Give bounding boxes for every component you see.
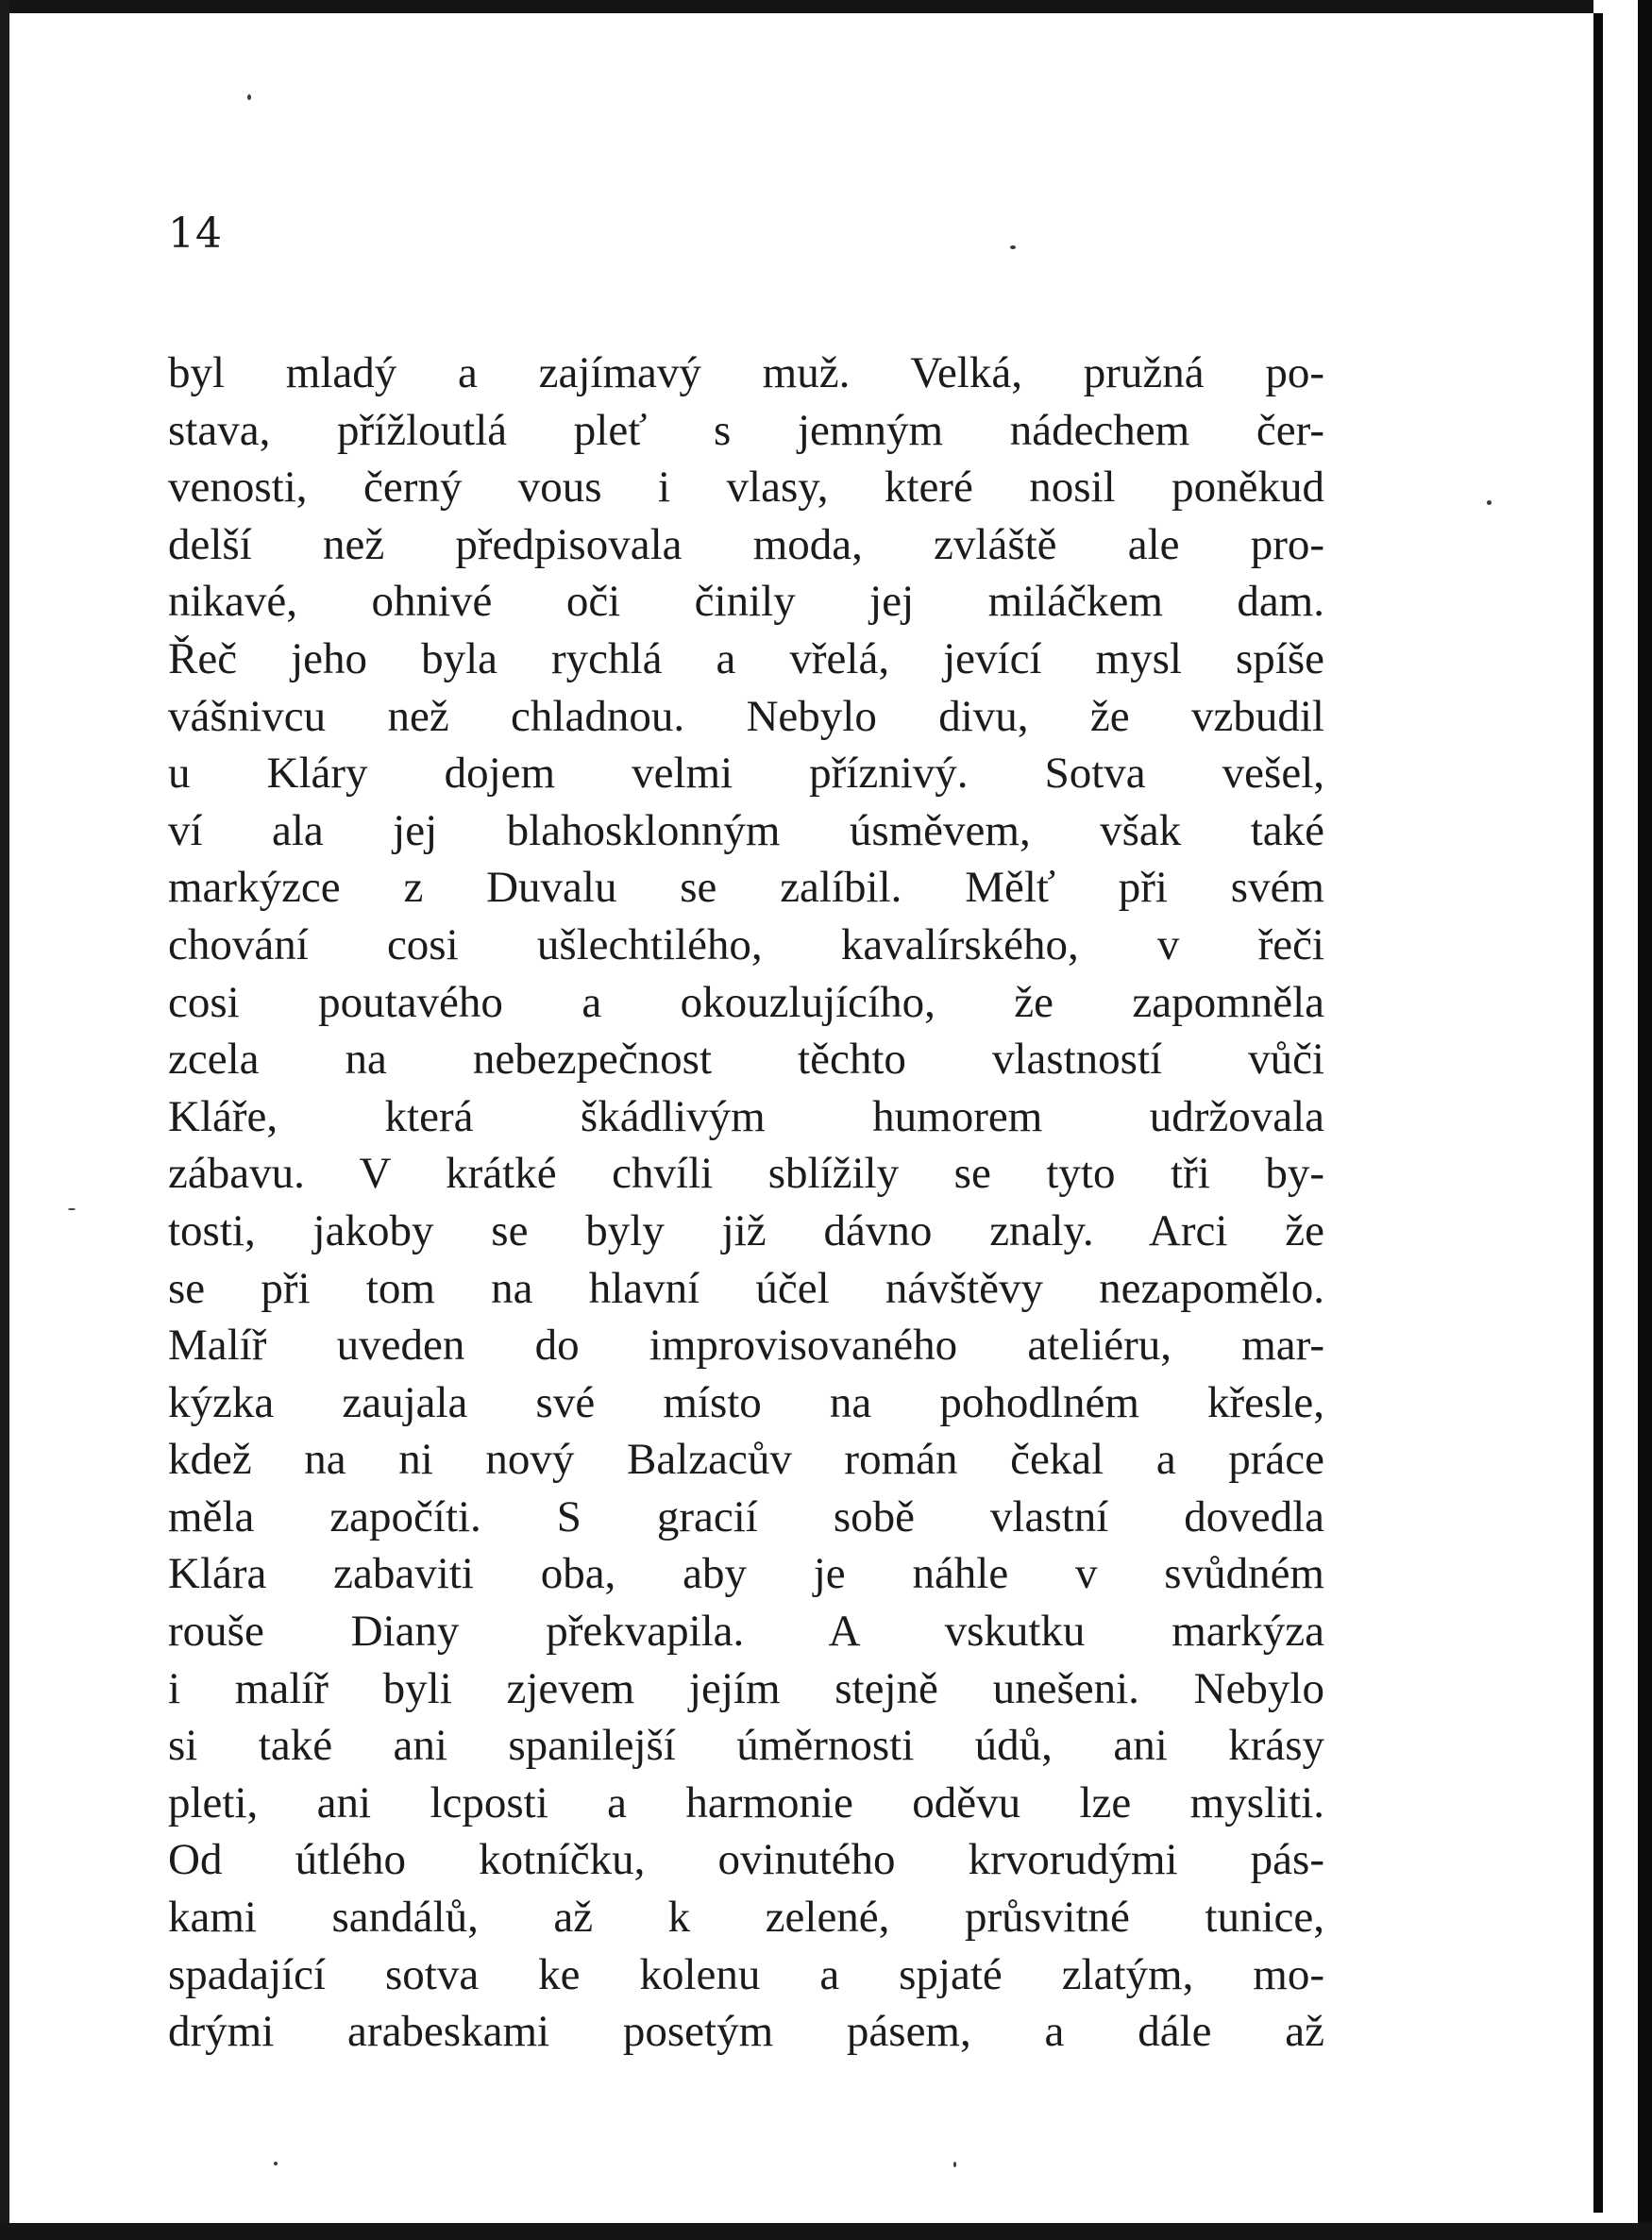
scan-border-top	[0, 0, 1652, 13]
text-line: spadající sotva ke kolenu a spjaté zlatým, mo-	[168, 1949, 1324, 1999]
text-line: tosti, jakoby se byly již dávno znaly. Arci že	[168, 1205, 1324, 1255]
text-line: kdež na ni nový Balzacův román čekal a práce	[168, 1435, 1324, 1485]
text-line: Od útlého kotníčku, ovinutého krvorudými pás-	[168, 1835, 1324, 1885]
text-line: stava, přížloutlá pleť s jemným nádechem čer-	[168, 405, 1324, 455]
text-line: u Kláry dojem velmi příznivý. Sotva vešel,	[168, 749, 1324, 799]
text-line: kami sandálů, až k zelené, průsvitné tunice,	[168, 1893, 1324, 1943]
text-line: kýzka zaujala své místo na pohodlném křesle,	[168, 1377, 1324, 1427]
text-line: i malíř byli zjevem jejím stejně unešeni. Nebylo	[168, 1663, 1324, 1713]
text-line: pleti, ani lcposti a harmonie oděvu lze mysliti.	[168, 1777, 1324, 1827]
scan-border-bottom	[0, 2223, 1652, 2240]
text-line: vášnivcu než chladnou. Nebylo divu, že vzbudil	[168, 691, 1324, 741]
scan-speck	[1010, 245, 1016, 249]
text-line: Řeč jeho byla rychlá a vřelá, jevící mysl spíše	[168, 633, 1324, 683]
scan-speck	[68, 1208, 76, 1210]
scan-border-left	[0, 0, 9, 2240]
text-line: Klára zabaviti oba, aby je náhle v svůdném	[168, 1549, 1324, 1599]
text-line: cosi poutavého a okouzlujícího, že zapomněla	[168, 977, 1324, 1027]
scan-border-right-inner	[1593, 13, 1603, 2213]
text-line: zcela na nebezpečnost těchto vlastností vůči	[168, 1035, 1324, 1085]
text-line: drými arabeskami posetým pásem, a dále až	[168, 2007, 1324, 2057]
text-line: se při tom na hlavní účel návštěvy nezapomělo.	[168, 1263, 1324, 1313]
scan-speck	[1487, 500, 1492, 505]
text-line: byl mladý a zajímavý muž. Velká, pružná po-	[168, 348, 1324, 397]
text-line: venosti, černý vous i vlasy, které nosil poněkud	[168, 463, 1324, 513]
text-line: Kláře, která škádlivým humorem udržovala	[168, 1091, 1324, 1141]
page-number: 14	[168, 210, 223, 258]
text-line: si také ani spanilejší úměrnosti údů, ani krásy	[168, 1721, 1324, 1771]
text-line: ví ala jej blahosklonným úsměvem, však také	[168, 805, 1324, 855]
text-line: delší než předpisovala moda, zvláště ale pro-	[168, 519, 1324, 569]
text-line: měla započíti. S gracií sobě vlastní dovedla	[168, 1491, 1324, 1541]
text-line: markýzce z Duvalu se zalíbil. Mělť při svém	[168, 863, 1324, 913]
scan-speck	[247, 94, 251, 100]
scan-speck	[953, 2162, 956, 2167]
scan-border-right-outer	[1638, 0, 1652, 2240]
text-line: chování cosi ušlechtilého, kavalírského, v řeči	[168, 919, 1324, 969]
text-line: rouše Diany překvapila. A vskutku markýza	[168, 1607, 1324, 1657]
scan-speck	[274, 2162, 278, 2165]
text-line: nikavé, ohnivé oči činily jej miláčkem dam.	[168, 577, 1324, 627]
text-line: Malíř uveden do improvisovaného ateliéru, mar-	[168, 1321, 1324, 1371]
text-line: zábavu. V krátké chvíli sblížily se tyto tři by-	[168, 1149, 1324, 1199]
body-text	[168, 345, 1324, 2061]
